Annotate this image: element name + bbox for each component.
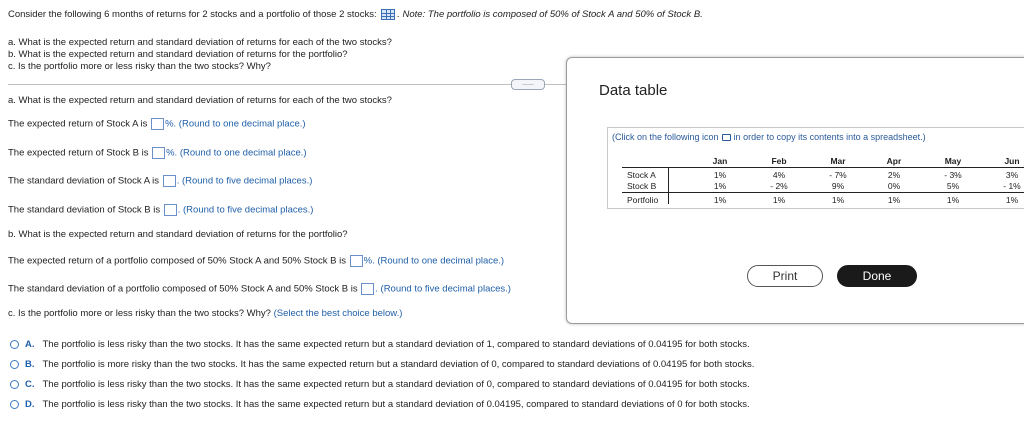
- table-cell: 1%: [713, 181, 727, 191]
- portfolio-er-label: The expected return of a portfolio composed of 50% Stock A and 50% Stock B is: [8, 255, 346, 267]
- done-button[interactable]: Done: [837, 265, 917, 287]
- data-table-popup: [566, 57, 1024, 324]
- intro-line: [8, 9, 703, 20]
- table-cell: 1%: [887, 195, 901, 205]
- radio-icon[interactable]: [10, 360, 19, 369]
- portfolio-rule: [622, 192, 1024, 193]
- row-label: Stock B: [627, 181, 657, 191]
- table-cell: 0%: [887, 181, 901, 191]
- option-a[interactable]: [10, 339, 750, 350]
- table-cell: 2%: [887, 170, 901, 180]
- copy-to-spreadsheet-icon[interactable]: [722, 134, 731, 141]
- option-b[interactable]: [10, 359, 754, 370]
- table-cell: 1%: [772, 195, 786, 205]
- table-cell: 1%: [713, 170, 727, 180]
- option-text: The portfolio is less risky than the two stocks. It has the same expected return but a standard deviation of 1, compared to standard deviations of 0.04195 for both stocks.: [42, 339, 750, 350]
- part-b-heading: b. What is the expected return and standard deviation of returns for the portfolio?: [8, 229, 348, 240]
- option-letter: A.: [25, 339, 35, 350]
- table-cell: - 2%: [770, 181, 788, 191]
- portfolio-er-row: [8, 255, 504, 267]
- table-cell: 5%: [946, 181, 960, 191]
- er-a-label: The expected return of Stock A is: [8, 118, 148, 130]
- question-c: c. Is the portfolio more or less risky than the two stocks? Why?: [8, 61, 271, 72]
- er-b-row: [8, 147, 307, 159]
- er-a-row: [8, 118, 306, 130]
- sd-b-label: The standard deviation of Stock B is: [8, 204, 161, 216]
- table-cell: 1%: [831, 195, 845, 205]
- copy-note-post: in order to copy its contents into a spreadsheet.): [733, 132, 926, 142]
- er-b-input[interactable]: [152, 147, 165, 159]
- table-cell: 4%: [772, 170, 786, 180]
- sd-b-input[interactable]: [164, 204, 177, 216]
- option-text: The portfolio is less risky than the two stocks. It has the same expected return but a standard deviation of 0.04195, compared to standard deviations of 0 for both stocks.: [42, 399, 750, 410]
- row-label: Portfolio: [627, 195, 659, 205]
- option-text: The portfolio is more risky than the two stocks. It has the same expected return but a standard deviation of 0, compared to standard deviations of 0.04195 for both stocks.: [42, 359, 755, 370]
- data-table-box: [607, 127, 1024, 209]
- sd-b-row: [8, 204, 313, 216]
- radio-icon[interactable]: [10, 400, 19, 409]
- option-letter: B.: [25, 359, 35, 370]
- month-header: Apr: [886, 156, 902, 166]
- month-header: Jan: [712, 156, 728, 166]
- header-rule: [622, 167, 1024, 168]
- portfolio-sd-row: [8, 283, 511, 295]
- radio-icon[interactable]: [10, 340, 19, 349]
- month-header: May: [944, 156, 962, 166]
- table-cell: 9%: [831, 181, 845, 191]
- print-button[interactable]: Print: [747, 265, 823, 287]
- option-text: The portfolio is less risky than the two stocks. It has the same expected return but a standard deviation of 0, compared to standard deviations of 0.04195 for both stocks.: [42, 379, 750, 390]
- month-header: Jun: [1004, 156, 1020, 166]
- sd-a-hint: . (Round to five decimal places.): [176, 175, 313, 187]
- er-a-hint: %. (Round to one decimal place.): [165, 118, 306, 130]
- table-cell: 1%: [1005, 195, 1019, 205]
- popup-title: Data table: [599, 82, 668, 99]
- table-cell: 1%: [713, 195, 727, 205]
- portfolio-sd-input[interactable]: [361, 283, 374, 295]
- option-letter: C.: [25, 379, 35, 390]
- part-c-hint: (Select the best choice below.): [273, 308, 403, 319]
- label-column-rule: [668, 167, 669, 204]
- expand-button[interactable]: ......: [511, 79, 545, 90]
- intro-text: Consider the following 6 months of returns for 2 stocks and a portfolio of those 2 stocks:: [8, 9, 377, 21]
- table-cell: - 1%: [1003, 181, 1021, 191]
- row-label: Stock A: [627, 170, 656, 180]
- er-b-hint: %. (Round to one decimal place.): [166, 147, 307, 159]
- er-a-input[interactable]: [151, 118, 164, 130]
- option-letter: D.: [25, 399, 35, 410]
- month-header: Feb: [771, 156, 787, 166]
- part-c-row: [8, 308, 402, 319]
- table-cell: 1%: [946, 195, 960, 205]
- radio-icon[interactable]: [10, 380, 19, 389]
- portfolio-er-input[interactable]: [350, 255, 363, 267]
- sd-a-input[interactable]: [163, 175, 176, 187]
- data-table-icon[interactable]: [381, 9, 395, 20]
- copy-note: [612, 132, 926, 142]
- section-divider: [8, 84, 566, 85]
- month-header: Mar: [830, 156, 846, 166]
- question-b: b. What is the expected return and standard deviation of returns for the portfolio?: [8, 49, 348, 60]
- option-d[interactable]: [10, 399, 750, 410]
- portfolio-sd-hint: . (Round to five decimal places.): [375, 283, 511, 295]
- sd-b-hint: . (Round to five decimal places.): [177, 204, 314, 216]
- sd-a-label: The standard deviation of Stock A is: [8, 175, 160, 187]
- intro-note: . Note: The portfolio is composed of 50% of Stock A and 50% of Stock B.: [397, 9, 703, 21]
- er-b-label: The expected return of Stock B is: [8, 147, 149, 159]
- sd-a-row: [8, 175, 312, 187]
- part-a-heading: a. What is the expected return and standard deviation of returns for each of the two stocks?: [8, 95, 392, 106]
- copy-note-pre: (Click on the following icon: [612, 132, 719, 142]
- option-c[interactable]: [10, 379, 750, 390]
- question-a: a. What is the expected return and standard deviation of returns for each of the two stocks?: [8, 37, 392, 48]
- portfolio-er-hint: %. (Round to one decimal place.): [363, 255, 505, 267]
- table-cell: 3%: [1005, 170, 1019, 180]
- table-cell: - 3%: [944, 170, 962, 180]
- portfolio-sd-label: The standard deviation of a portfolio composed of 50% Stock A and 50% Stock B is: [8, 283, 358, 295]
- part-c-heading: c. Is the portfolio more or less risky than the two stocks? Why?: [8, 308, 271, 319]
- table-cell: - 7%: [829, 170, 847, 180]
